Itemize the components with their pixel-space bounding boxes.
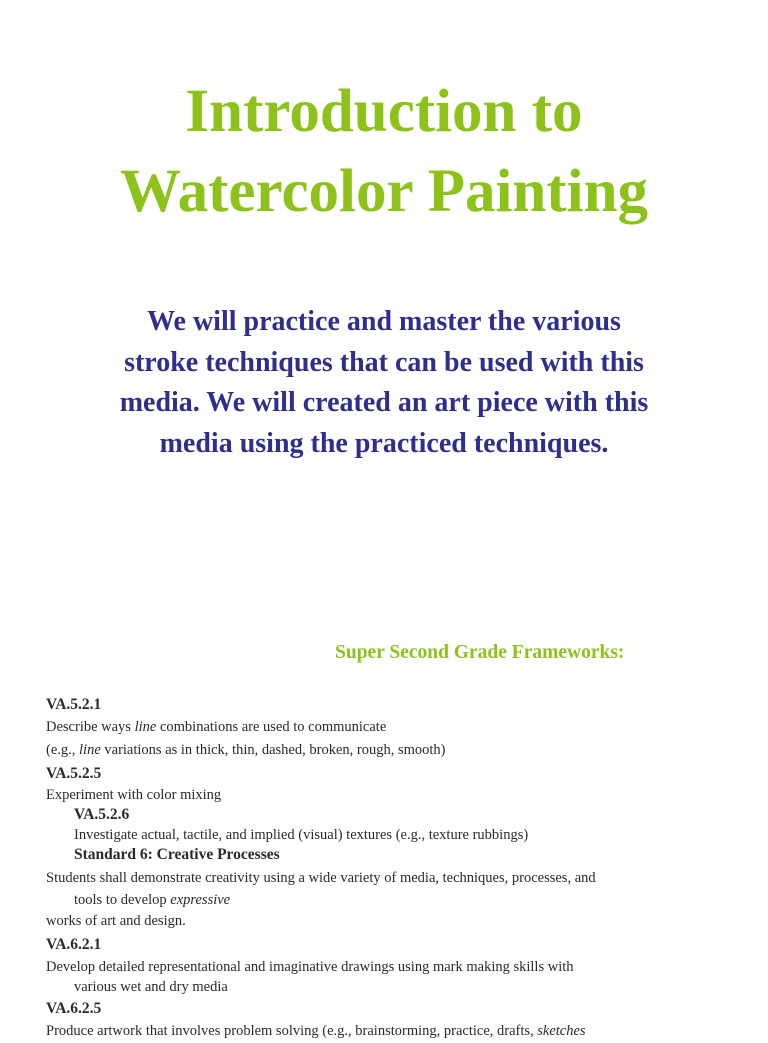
standard-text-va521-line2 — [46, 739, 746, 762]
standard-text-va521-line1 — [46, 716, 746, 739]
text-run-italic: expressive — [170, 892, 231, 908]
intro-line-3: media. We will created an art piece with this — [119, 387, 649, 418]
standard-text-va625-line1 — [46, 1020, 746, 1043]
intro-line-1: We will practice and master the various — [147, 306, 621, 337]
standard-text-va621-line2: various wet and dry media — [74, 979, 228, 995]
intro-line-4: media using the practiced techniques. — [159, 427, 609, 459]
intro-line-2: stroke techniques that can be used with this — [124, 346, 644, 378]
text-run: combinations are used to communicate — [156, 719, 387, 735]
text-run-italic: line — [134, 719, 157, 735]
intro-paragraph — [30, 302, 738, 464]
title-line-2: Watercolor Painting — [119, 158, 649, 225]
text-run: Produce artwork that involves problem solving (e.g., brainstorming, practice, drafts, — [46, 1023, 538, 1039]
standards-list — [46, 693, 746, 1043]
text-run: (e.g., — [46, 742, 80, 758]
title-line-1: Introduction to — [185, 78, 583, 145]
standard-6-text-line1: Students shall demonstrate creativity using a wide variety of media, techniques, processes, and — [46, 870, 596, 886]
standard-6-heading: Standard 6: Creative Processes — [74, 846, 280, 863]
frameworks-heading: Super Second Grade Frameworks: — [335, 642, 625, 663]
standard-text-va621-line1: Develop detailed representational and imaginative drawings using mark making skills with — [46, 959, 574, 975]
text-run: Describe ways — [46, 719, 135, 735]
standard-code-va625: VA.6.2.5 — [46, 1000, 102, 1017]
standard-6-text-line3: works of art and design. — [46, 913, 186, 929]
text-run: tools to develop — [74, 892, 171, 908]
standard-text-va525: Experiment with color mixing — [46, 787, 222, 803]
text-run: variations as in thick, thin, dashed, broken, rough, smooth) — [100, 742, 446, 758]
standard-text-va526: Investigate actual, tactile, and implied (visual) textures (e.g., texture rubbings) — [74, 827, 529, 843]
text-run-italic: line — [79, 742, 101, 758]
page-title — [0, 72, 768, 232]
standard-code-va525: VA.5.2.5 — [46, 765, 102, 782]
standard-code-va621: VA.6.2.1 — [46, 936, 102, 953]
text-run-italic: sketches — [537, 1023, 586, 1039]
standard-code-va526: VA.5.2.6 — [74, 806, 130, 823]
standard-6-text-line2 — [46, 890, 746, 910]
standard-code-va521: VA.5.2.1 — [46, 696, 102, 713]
